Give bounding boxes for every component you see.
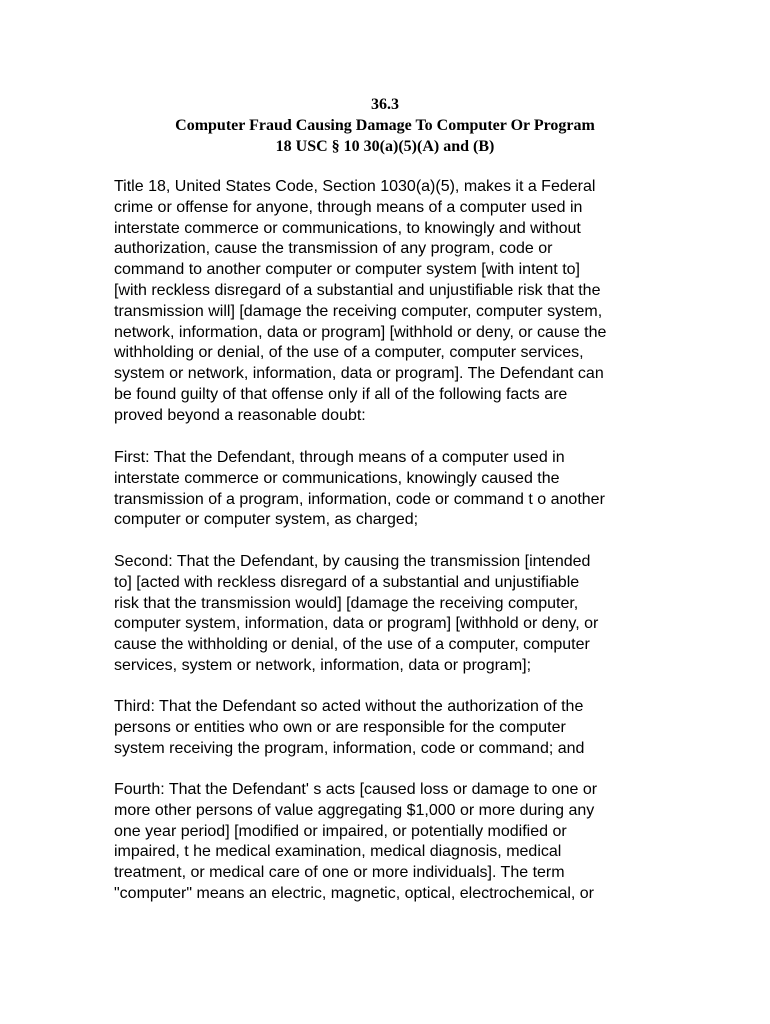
text-line: impaired, t he medical examination, medical diagnosis, medical — [114, 843, 562, 861]
text-line: interstate commerce or communications, to knowingly and without — [114, 219, 581, 237]
text-line: transmission will] [damage the receiving computer, computer system, — [114, 302, 603, 320]
text-line: persons or entities who own or are responsible for the computer — [114, 718, 566, 736]
text-line: authorization, cause the transmission of any program, code or — [114, 240, 553, 258]
text-line: cause the withholding or denial, of the use of a computer, computer — [114, 636, 590, 654]
text-line: Third: That the Defendant so acted without the authorization of the — [114, 698, 584, 715]
text-line: system receiving the program, information, code or command; and — [114, 739, 585, 757]
text-line: system or network, information, data or program]. The Defendant can — [114, 365, 604, 383]
text-line: transmission of a program, information, code or command t o another — [114, 490, 605, 508]
text-line: Fourth: That the Defendant' s acts [caused loss or damage to one or — [114, 781, 598, 798]
text-line: withholding or denial, of the use of a computer, computer services, — [114, 344, 584, 362]
text-line: network, information, data or program] [withhold or deny, or cause the — [114, 323, 607, 341]
paragraph-fourth — [114, 780, 674, 905]
paragraph-first — [114, 448, 674, 531]
paragraph-second — [114, 552, 674, 677]
text-line: interstate commerce or communications, knowingly caused the — [114, 469, 560, 487]
text-line: treatment, or medical care of one or more individuals]. The term — [114, 864, 565, 882]
text-line: more other persons of value aggregating $1,000 or more during any — [114, 801, 595, 819]
text-line: [with reckless disregard of a substantial and unjustifiable risk that the — [114, 281, 601, 299]
paragraph-third — [114, 697, 674, 759]
text-line: one year period] [modified or impaired, or potentially modified or — [114, 822, 567, 840]
text-line: to] [acted with reckless disregard of a substantial and unjustifiable — [114, 573, 580, 591]
text-line: proved beyond a reasonable doubt: — [114, 406, 366, 424]
instruction-title: Computer Fraud Causing Damage To Computer Or Program — [175, 117, 595, 134]
paragraph-intro — [114, 177, 674, 427]
text-line: computer system, information, data or program] [withhold or deny, or — [114, 615, 599, 633]
text-line: "computer" means an electric, magnetic, optical, electrochemical, or — [114, 884, 595, 902]
text-line: services, system or network, information, data or program]; — [114, 656, 532, 674]
text-line: crime or offense for anyone, through means of a computer used in — [114, 198, 583, 216]
text-line: command to another computer or computer system [with intent to] — [114, 261, 580, 279]
text-line: Second: That the Defendant, by causing the transmission [intended — [114, 553, 591, 570]
text-line: computer or computer system, as charged; — [114, 511, 419, 529]
text-line: risk that the transmission would] [damage the receiving computer, — [114, 594, 579, 612]
text-line: First: That the Defendant, through means of a computer used in — [114, 449, 565, 466]
instruction-heading — [0, 94, 770, 157]
statute-citation: 18 USC § 10 30(a)(5)(A) and (B) — [275, 138, 495, 155]
text-line: Title 18, United States Code, Section 1030(a)(5), makes it a Federal — [114, 178, 596, 195]
text-line: be found guilty of that offense only if all of the following facts are — [114, 385, 568, 403]
instruction-number: 36.3 — [371, 96, 399, 113]
